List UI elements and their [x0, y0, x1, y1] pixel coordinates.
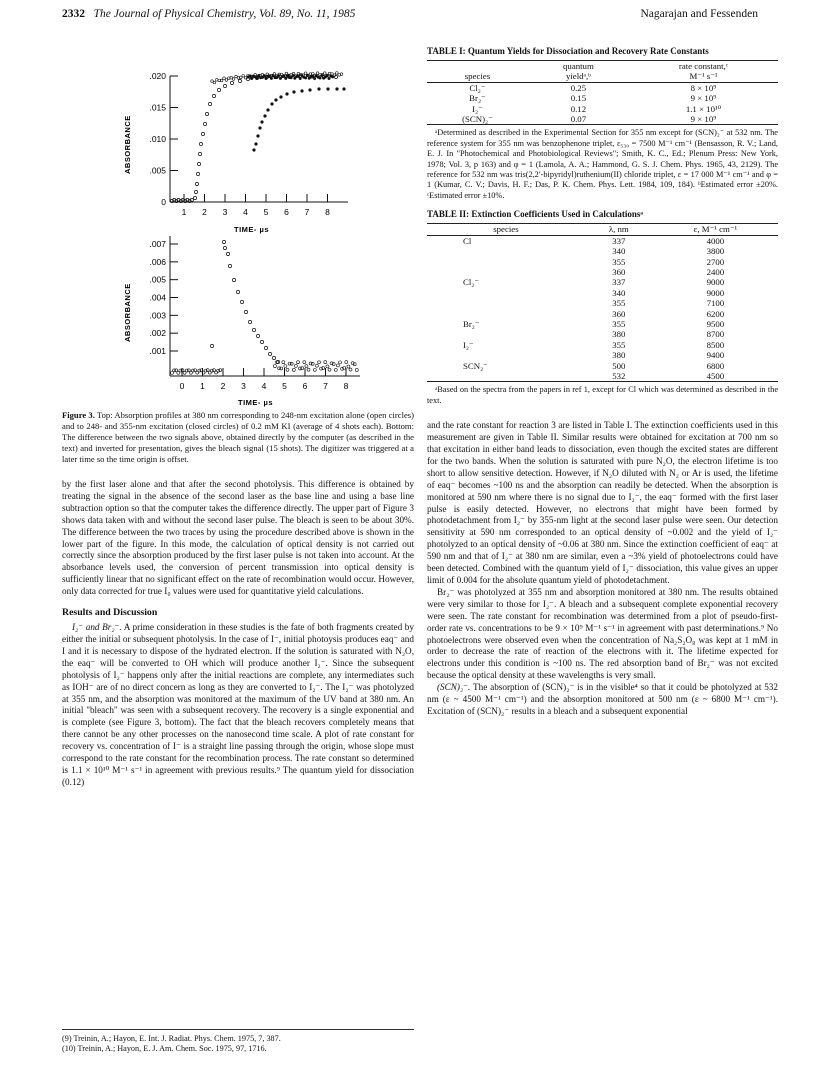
y-tick-label: .004 [149, 292, 166, 303]
data-point [232, 78, 235, 81]
data-point [208, 102, 211, 105]
caption-label: Figure 3. [62, 410, 95, 420]
data-point [345, 361, 348, 364]
data-point [324, 72, 327, 75]
table-cell: 8700 [706, 329, 725, 340]
data-point [264, 346, 267, 349]
table-1-body [427, 82, 778, 125]
table-cell: 0.07 [570, 114, 587, 125]
table-cell: (SCN)₂⁻ [462, 114, 493, 125]
x-tick-label: 8 [325, 207, 330, 217]
table-cell: 360 [612, 308, 626, 319]
data-point [284, 364, 287, 367]
x-tick-label: 7 [323, 381, 328, 391]
data-point [203, 122, 206, 125]
table-row [427, 277, 778, 287]
table-row [427, 309, 778, 319]
data-point [236, 290, 239, 293]
table-cell: 6800 [706, 360, 725, 371]
data-point [300, 89, 303, 92]
table-cell: 7100 [706, 298, 725, 309]
data-point [347, 365, 350, 368]
data-point [304, 76, 307, 79]
y-tick-label: 0 [161, 197, 166, 207]
table-row [427, 288, 778, 298]
data-point [250, 77, 253, 80]
left-paragraph-2-body: A prime consideration in these studies is the fate of both fragments created by either the initial or subsequent photolysis. In the case of I⁻, initial photoysis produces eaq⁻ and I and it is necessary to dispose of the hydrated electron. If the solution is saturated with N₂O, the eaq⁻ will be converted to OH which will produce another I₂⁻. Since the subsequent photolysis of I₂⁻ happens only after the initial reactions are complete, any intermediates such as IOH⁻ are of no direct concern as long as they are converted to I₂⁻. The I₂⁻ was photolyzed at 355 nm, and the absorption was monitored at the maximum of the UV band at 380 nm. An initial "bleach" was seen with a subsequent recovery. The recovery is a single exponential and is complete (see Figure 3, bottom). The fact that the bleach recovers completely means that there cannot be any other processes on the nanosecond time scale. A plot of rate constant for recovery vs. concentration of I⁻ is a straight line passing through the origin, whose slope must correspond to the rate constant for the recombination process. The rate constant so determined is 1.1 × 10¹⁰ M⁻¹ s⁻¹ in agreement with previous results.⁹ The quantum yield for dissociation (0.12) [62, 622, 414, 787]
data-point [223, 77, 226, 80]
x-tick-label: 1 [200, 381, 205, 391]
data-point [292, 74, 295, 77]
x-tick-label: 4 [261, 381, 267, 391]
table-cell: 355 [612, 298, 626, 309]
header-left [62, 8, 355, 20]
table-row [427, 104, 778, 114]
data-point [248, 74, 251, 77]
table-cell: 4500 [706, 370, 725, 381]
table-row [427, 329, 778, 339]
paragraph-lead: I₂⁻ and Br₂⁻. [72, 622, 122, 633]
x-tick-label: 3 [222, 207, 228, 217]
table-cell [427, 246, 585, 256]
caption-text: Top: Absorption profiles at 380 nm corresponding to 248-nm excitation alone (open circles) and to 248- and 355-nm excitation (closed circles) of 0.2 mM KI (average of 4 shots each). Bottom: The difference between the two signals above, obtained directly by the computer (as described in the text) and inverted for presentation, gives the bleach signal (15 shots). The digitizer was triggered at a later time so the time origin is offset. [62, 410, 414, 464]
table-cell: Cl₂⁻ [463, 277, 480, 288]
data-point [334, 368, 337, 371]
table-cell [427, 371, 585, 382]
right-column [427, 46, 778, 718]
table-row [427, 82, 778, 93]
table-cell: 8 × 10⁹ [690, 82, 717, 93]
data-point [254, 142, 257, 145]
data-point [336, 364, 339, 367]
data-point [328, 368, 331, 371]
data-point [294, 364, 297, 367]
table-cell: 0.15 [570, 93, 587, 104]
data-point [285, 92, 288, 95]
page-number: 2332 [62, 8, 85, 20]
x-tick-label: 0 [179, 381, 185, 391]
figure-caption [62, 410, 414, 465]
table-cell: 9500 [706, 318, 725, 329]
table-cell: 340 [612, 246, 626, 257]
data-point [305, 365, 308, 368]
table-1 [427, 60, 778, 125]
data-point [315, 364, 318, 367]
data-point [270, 77, 273, 80]
table-cell: Cl [463, 235, 472, 246]
data-point [238, 79, 241, 82]
table-header: ε, M⁻¹ cm⁻¹ [653, 224, 778, 235]
table-cell: 0.25 [570, 82, 587, 93]
top-ylabel: ABSORBANCE [123, 115, 132, 174]
data-point [256, 77, 259, 80]
table-cell: 6200 [706, 308, 725, 319]
data-point [320, 74, 323, 77]
table-row [427, 371, 778, 382]
data-point [339, 361, 342, 364]
table-cell: 337 [612, 235, 626, 246]
data-point [263, 74, 266, 77]
table-1-header-row-1 [427, 61, 778, 72]
data-point [199, 142, 202, 145]
table-header: quantum [563, 61, 594, 71]
x-tick-label: 7 [304, 207, 310, 217]
data-point [307, 368, 310, 371]
data-point [303, 361, 306, 364]
data-point [263, 114, 266, 117]
table-row [427, 298, 778, 308]
data-point [340, 73, 343, 76]
running-header [62, 8, 758, 28]
table-cell [427, 309, 585, 319]
table-2-footnote: ᵃBased on the spectra from the papers in ref 1, except for Cl which was determined as described in the text. [427, 385, 778, 405]
table-row [427, 319, 778, 329]
section-heading-results: Results and Discussion [62, 607, 158, 619]
table-cell: 9 × 10⁹ [690, 93, 717, 104]
data-point [318, 361, 321, 364]
data-point [299, 77, 302, 80]
table-cell: 9 × 10⁹ [690, 114, 717, 125]
data-point [349, 368, 352, 371]
x-tick-label: 3 [241, 381, 246, 391]
data-point [219, 369, 222, 372]
data-point [290, 362, 293, 365]
data-point [242, 75, 245, 78]
table-2-body [427, 235, 778, 382]
data-point [324, 361, 327, 364]
table-cell: I₂⁻ [472, 103, 483, 114]
data-point [328, 77, 331, 80]
data-point [277, 74, 280, 77]
data-point [279, 95, 282, 98]
header-authors: Nagarajan and Fessenden [640, 8, 758, 20]
data-point [248, 320, 251, 323]
table-2 [427, 223, 778, 382]
data-point [331, 75, 334, 78]
x-tick-label: 1 [181, 207, 187, 217]
data-point [311, 75, 314, 78]
table-cell [427, 298, 585, 308]
journal-citation: The Journal of Physical Chemistry, Vol. 89, No. 11, 1985 [93, 8, 356, 20]
data-point [223, 84, 226, 87]
data-point [292, 90, 295, 93]
data-point [334, 75, 337, 78]
data-point [336, 72, 339, 75]
table-cell: I₂⁻ [463, 339, 474, 350]
top-plot [123, 71, 348, 234]
y-tick-label: .010 [149, 134, 166, 144]
data-point [326, 365, 329, 368]
data-point [240, 300, 243, 303]
data-point [313, 368, 316, 371]
table-cell: 355 [612, 318, 626, 329]
data-point [260, 340, 263, 343]
table-cell: 8500 [706, 339, 725, 350]
table-cell: 532 [612, 370, 626, 381]
data-point [201, 132, 204, 135]
table-row [427, 340, 778, 350]
data-point [286, 368, 289, 371]
paragraph-lead: (SCN)₂⁻. [437, 682, 471, 693]
right-paragraph-3-body: The absorption of (SCN)₂⁻ is in the visible⁴ so that it could be photolyzed at 532 nm (ε ~ 4500 M⁻¹ cm⁻¹) and the absorption monitored at 500 nm (ε ~ 6800 M⁻¹ cm⁻¹). Excitation of (SCN)₂⁻ results in a bleach and a subsequent exponential [427, 682, 778, 716]
table-cell: 2400 [706, 266, 725, 277]
figure-3-plots [62, 46, 414, 414]
table-1-title: TABLE I: Quantum Yields for Dissociation and Recovery Rate Constants [427, 46, 709, 56]
data-point [316, 72, 319, 75]
data-point [213, 81, 216, 84]
data-point [228, 264, 231, 267]
data-point [266, 108, 269, 111]
data-point [193, 196, 196, 199]
y-tick-label: .006 [149, 256, 166, 267]
data-point [225, 79, 228, 82]
table-header [427, 61, 528, 72]
data-point [197, 162, 200, 165]
table-row [427, 350, 778, 360]
data-point [194, 190, 197, 193]
data-point [252, 328, 255, 331]
table-row [427, 257, 778, 267]
data-point [273, 365, 276, 368]
data-point [230, 81, 233, 84]
table-cell: 340 [612, 287, 626, 298]
data-point [258, 126, 261, 129]
y-tick-label: .005 [149, 165, 166, 176]
table-row [427, 235, 778, 246]
right-paragraph-1: and the rate constant for reaction 3 are listed in Table I. The extinction coefficients used in this measurement are given in Table II. Similar results were obtained for excitation at 700 nm so that excitation in either band leads to dissociation, even though the excited states are different for the two bands. When the solution is saturated with pure N₂O, the electron lifetime is too short to allow sensitive detection. However, if N₂O diluted with N₂ or Ar is used, the lifetime of eaq⁻ becomes ~100 ns and the absorption can readily be detected. When the absorption is monitored at 590 nm where there is no signal due to I₂⁻, the eaq⁻ formed with the first laser pulse is easily detected. However, no electrons that might have been formed by photodetachment from I₂⁻ by 355-nm light at the second laser pulse were seen. Our detection sensitivity at 590 nm corresponded to an optical density of ~0.002 and the yield of I₂⁻ photolyzed to an optical density of ~0.06 at 380 nm. Since the extinction coefficient of eaq⁻ at 590 nm and that of I₂⁻ at 380 nm are similar, even a ~3% yield of photoelectrons could have been detected. Combined with the quantum yield of I₂⁻ dissociation, this value gives an upper limit of 0.004 for the absolute quantum yield of photodetachment. [427, 420, 778, 585]
left-paragraph-1: by the first laser alone and that after the second photolysis. This difference is obtained by treating the signal in the absence of the second laser as the base line and using a base line subtraction option so that the computer takes the difference directly. The upper part of Figure 3 shows data taken with and without the second laser pulse. The bleach is seen to be about 30%. The difference between the two traces by using the procedure described above is shown in the lower part of the figure. In this mode, the calculation of optical density is not carried out correctly since the absorption produced by the first laser pulse is not taken into account. At the absorbance levels used, the conversion of percent transmission into optical density is sufficiently linear that no significant effect on the rate of recombination would occur. However, only data corrected for true I₀ values were used for quantitative yield calculations. [62, 479, 414, 597]
table-cell: 380 [612, 350, 626, 361]
data-point [311, 362, 314, 365]
table-header: M⁻¹ s⁻¹ [629, 71, 778, 82]
data-point [313, 77, 316, 80]
data-point [326, 74, 329, 77]
data-point [282, 361, 285, 364]
data-point [297, 361, 300, 364]
data-point [232, 278, 235, 281]
table-cell: SCN₂⁻ [463, 360, 488, 371]
figure-3 [62, 46, 414, 414]
table-header: rate constant,ᶜ [678, 61, 729, 71]
reference-9: (9) Treinin, A.; Hayon, E. Int. J. Radiat. Phys. Chem. 1975, 7, 387. [62, 1034, 281, 1043]
y-tick-label: .020 [149, 71, 166, 81]
data-point [256, 334, 259, 337]
x-tick-label: 5 [282, 381, 287, 391]
table-header: λ, nm [585, 224, 653, 235]
data-point [335, 87, 338, 90]
table-cell [427, 350, 585, 360]
right-paragraph-3 [427, 682, 778, 718]
data-point [306, 74, 309, 77]
y-tick-label: .005 [149, 274, 166, 285]
data-point [317, 87, 320, 90]
table-cell: 9400 [706, 350, 725, 361]
data-point [195, 182, 198, 185]
table-cell: 355 [612, 339, 626, 350]
data-point [280, 367, 283, 370]
data-point [355, 368, 358, 371]
data-point [320, 367, 323, 370]
table-row [427, 267, 778, 277]
y-tick-label: .003 [149, 310, 166, 321]
data-point [342, 87, 345, 90]
x-tick-label: 8 [343, 381, 349, 391]
table-cell: 2700 [706, 256, 725, 267]
table-cell [427, 329, 585, 339]
table-row [427, 93, 778, 103]
data-point [308, 88, 311, 91]
table-cell: 3800 [706, 246, 725, 257]
x-tick-label: 5 [263, 207, 269, 217]
data-point [274, 98, 277, 101]
table-header: yieldᵃ,ᵇ [528, 71, 629, 82]
data-point [198, 152, 201, 155]
data-point [217, 88, 220, 91]
table-cell [427, 267, 585, 277]
top-xlabel: TIME- µs [234, 225, 269, 234]
bottom-plot [123, 236, 360, 407]
table-cell: 500 [612, 360, 626, 371]
data-point [256, 134, 259, 137]
data-point [270, 102, 273, 105]
table-2-title: TABLE II: Extinction Coefficients Used in Calculationsᵃ [427, 209, 643, 220]
table-row [427, 114, 778, 125]
left-column [62, 46, 414, 789]
table-cell: Br₂⁻ [469, 93, 486, 104]
table-cell: 380 [612, 329, 626, 340]
table-cell: 0.12 [570, 103, 587, 114]
bottom-ylabel: ABSORBANCE [123, 283, 132, 342]
x-tick-label: 4 [243, 207, 248, 217]
data-point [210, 344, 213, 347]
table-cell: Cl₂⁻ [469, 82, 486, 93]
data-point [212, 94, 215, 97]
data-point [252, 148, 255, 151]
left-paragraph-2 [62, 622, 414, 789]
y-tick-label: .015 [149, 102, 166, 113]
data-point [244, 310, 247, 313]
y-tick-label: .002 [149, 328, 166, 339]
data-point [322, 367, 325, 370]
data-point [226, 252, 229, 255]
table-cell: 4000 [706, 235, 725, 246]
x-tick-label: 2 [202, 207, 207, 217]
data-point [268, 352, 271, 355]
y-tick-label: .007 [149, 239, 166, 249]
data-point [301, 367, 304, 370]
y-tick-label: .001 [149, 346, 166, 356]
table-row [427, 361, 778, 371]
x-tick-label: 2 [220, 381, 226, 391]
footnote-references [62, 1029, 414, 1054]
data-point [284, 77, 287, 80]
reference-10: (10) Treinin, A.; Hayon, E. J. Am. Chem. Soc. 1975, 97, 1716. [62, 1044, 267, 1053]
data-point [222, 240, 225, 243]
table-cell: 1.1 × 10¹⁰ [685, 103, 722, 114]
x-tick-label: 6 [284, 207, 289, 217]
data-point [326, 87, 329, 90]
table-cell: Br₂⁻ [463, 318, 480, 329]
bottom-xlabel: TIME- µs [238, 398, 273, 407]
table-header: species [427, 71, 528, 82]
table-row [427, 246, 778, 256]
x-tick-label: 6 [302, 381, 308, 391]
data-point [196, 172, 199, 175]
table-cell: 9000 [706, 277, 725, 288]
right-paragraph-2: Br₂⁻ was photolyzed at 355 nm and absorption monitored at 380 nm. The results obtained were very similar to those for I₂⁻. A bleach and a subsequent complete exponential recovery were seen. The rate constant for recombination was determined from a plot of pseudo-first-order rate vs. concentrations to be 9 × 10⁹ M⁻¹ s⁻¹ in agreement with past determinations.⁹ No photoelectrons were observed even when the concentration of Na₂S₂O₈ was kept at 1 mM in order to decrease the rate of reaction of the electrons with it. The lifetime expected for electrons under this condition is ~100 ns. The red absorption band of Br₂⁻ was not excited because the optical density at these wavelengths is very small. [427, 586, 778, 681]
data-point [272, 356, 275, 359]
table-cell [427, 288, 585, 298]
data-point [292, 368, 295, 371]
table-2-header-row [427, 224, 778, 235]
table-cell: 360 [612, 266, 626, 277]
data-point [217, 369, 220, 372]
data-point [319, 77, 322, 80]
table-cell: 9000 [706, 287, 725, 298]
table-1-footnote: ᵃDetermined as described in the Experimental Section for 355 nm except for (SCN)₂⁻ at 532 nm. The reference system for 355 nm was benzophenone triplet, ε₅₃₀ = 7500 M⁻¹ cm⁻¹ (Bensasson, R. V.; Land, E. J. In "Photochemical and Photobiological Reviews"; Smith, K. C., Ed.; Plenum Press: New York, 1978; Vol. 3, p 163) and φ = 1 (Lamola, A. A.; Hammond, G. S. J. Chem. Phys. 1965, 43, 2129). The reference for 532 nm was tris(2,2′-bipyridyl)ruthenium(II) chloride triplet, ε = 17 000 M⁻¹ cm⁻¹ and φ = 1 (Kumar, C. V.; Davis, H. F.; Das, P. K. Chem. Phys. Lett. 1984, 109, 184). ᵇEstimated error ±20%. ᶜEstimated error ±10%. [427, 128, 778, 200]
table-cell: 355 [612, 256, 626, 267]
data-point [205, 112, 208, 115]
table-1-header-row-2 [427, 71, 778, 82]
table-cell: 337 [612, 277, 626, 288]
table-cell [427, 257, 585, 267]
data-point [260, 120, 263, 123]
data-point [223, 246, 226, 249]
table-header: species [427, 224, 585, 235]
data-point [304, 72, 307, 75]
